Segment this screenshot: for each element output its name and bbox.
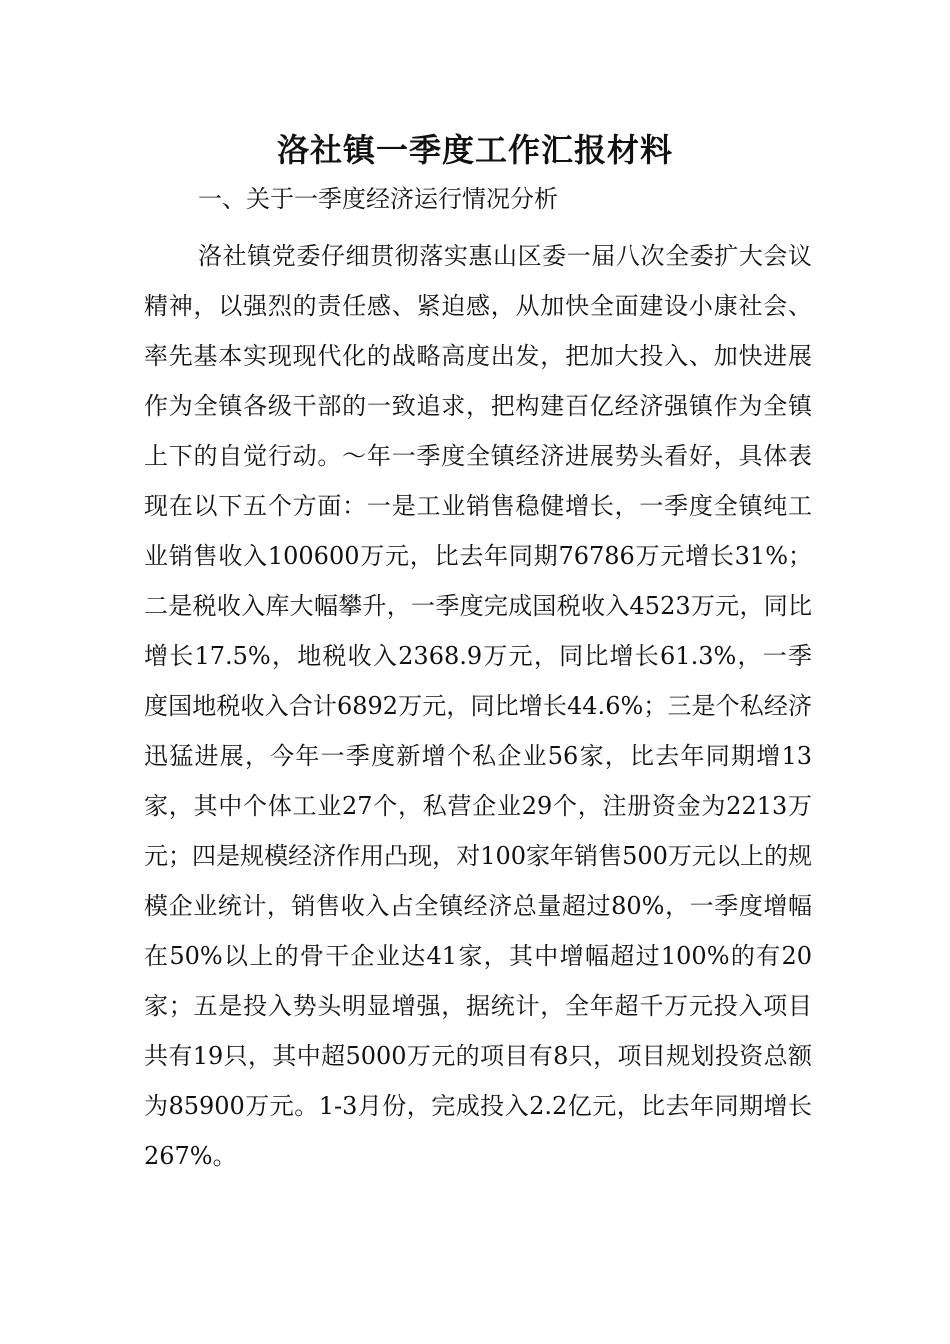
section-heading: 一、关于一季度经济运行情况分析 <box>198 185 558 213</box>
document-title: 洛社镇一季度工作汇报材料 <box>276 131 673 169</box>
body-paragraph: 洛社镇党委仔细贯彻落实惠山区委一届八次全委扩大会议精神，以强烈的责任感、紧迫感，从加快全面建设小康社会、率先基本实现现代化的战略高度出发，把加大投入、加快进展作为全镇各级干部的一致追求，把构建百亿经济强镇作为全镇上下的自觉行动。～年一季度全镇经济进展势头看好，具体表现在以下五个方面：一是工业销售稳健增长，一季度全镇纯工业销售收入100600万元，比去年同期76786万元增长31%；二是税收入库大幅攀升，一季度完成国税收入4523万元，同比增长17.5%，地税收入2368.9万元，同比增长61.3%，一季度国地税收入合计6892万元，同比增长44.6%；三是个私经济迅猛进展，今年一季度新增个私企业56家，比去年同期增13家，其中个体工业27个，私营企业29个，注册资金为2213万元；四是规模经济作用凸现，对100家年销售500万元以上的规模企业统计，销售收入占全镇经济总量超过80%，一季度增幅在50%以上的骨干企业达41家，其中增幅超过100%的有20家；五是投入势头明显增强，据统计，全年超千万元投入项目共有19只，其中超5000万元的项目有8只，项目规划投资总额为85900万元。1-3月份，完成投入2.2亿元，比去年同期增长267%。 <box>144 242 812 1170</box>
